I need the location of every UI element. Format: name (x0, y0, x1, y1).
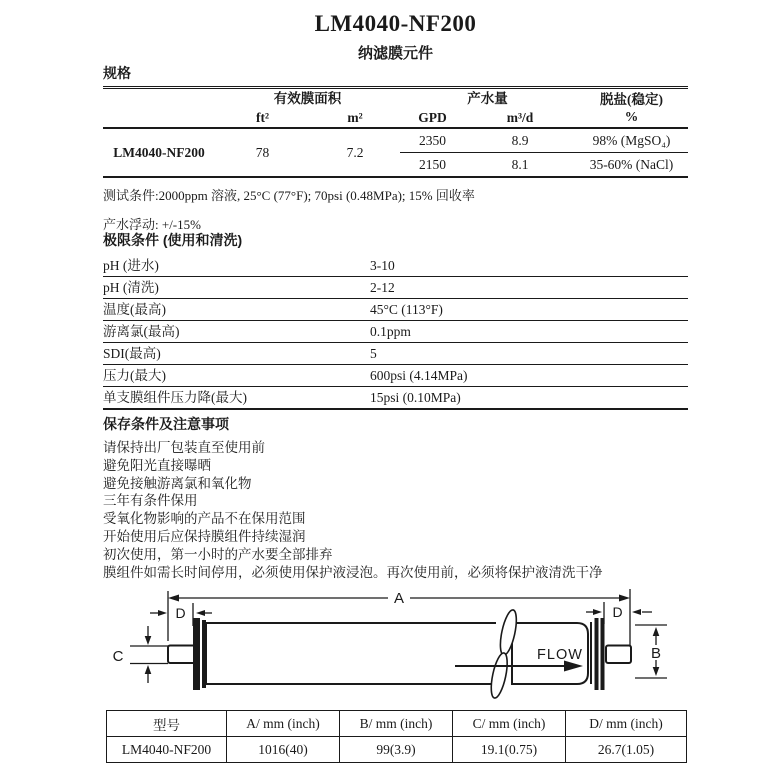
spec-m3d-2: 8.1 (511, 157, 529, 172)
storage-note: 避免接触游离氯和氧化物 (103, 475, 252, 491)
limit-label: SDI(最高) (103, 343, 370, 365)
dim-header-b: B/ mm (inch) (340, 711, 453, 737)
arrowhead-d-right-2 (632, 609, 641, 615)
spec-header-blank (103, 88, 215, 129)
storage-note: 膜组件如需长时间停用，必须使用保护液浸泡。再次使用前，必须将保护液清洗干净 (103, 564, 603, 580)
spec-section (103, 63, 688, 233)
arrowhead-c-top (145, 636, 152, 645)
flow-label: FLOW (537, 647, 583, 663)
storage-section (103, 414, 703, 581)
spec-header-gpd: GPD (418, 110, 447, 125)
dim-label-d-right: D (612, 604, 623, 620)
storage-note: 开始使用后应保持膜组件持续湿润 (103, 528, 306, 544)
test-conditions-note: 测试条件:2000ppm 溶液, 25°C (77°F); 70psi (0.48MPa); 15% 回收率 (103, 188, 475, 203)
spec-gpd-2: 2150 (419, 157, 446, 172)
spec-table (103, 86, 688, 178)
limit-label: 温度(最高) (103, 299, 370, 321)
spec-header-m3d: m³/d (506, 110, 534, 125)
limits-row (103, 277, 688, 299)
dim-value-model: LM4040-NF200 (107, 737, 227, 763)
storage-note: 受氧化物影响的产品不在保用范围 (103, 511, 306, 527)
arrowhead-d-right-1 (593, 609, 602, 615)
limits-row (103, 365, 688, 387)
dim-value-a: 1016(40) (227, 737, 340, 763)
spec-header-group-row (103, 88, 688, 109)
dim-header-c: C/ mm (inch) (453, 711, 566, 737)
end-cap-right-bar-2 (595, 618, 599, 690)
arrowhead-c-bottom (145, 665, 152, 674)
dimensions-table (106, 710, 687, 763)
spec-model: LM4040-NF200 (113, 145, 205, 160)
storage-note: 初次使用，第一小时的产水要全部排弃 (103, 546, 333, 562)
dim-header-model: 型号 (107, 711, 227, 737)
storage-note: 避免阳光直接曝晒 (103, 457, 211, 473)
limits-row (103, 387, 688, 410)
dimensions-header-row (107, 711, 687, 737)
limits-section (103, 230, 688, 410)
dim-header-d: D/ mm (inch) (566, 711, 687, 737)
limits-table (103, 255, 688, 410)
flux-variation-note: 产水浮动: +/-15% (103, 217, 201, 232)
permeate-tube-left (168, 646, 195, 664)
limit-value: 2-12 (370, 277, 688, 299)
spec-gpd-1: 2350 (400, 128, 465, 153)
dim-value-d: 26.7(1.05) (566, 737, 687, 763)
dim-label-c: C (112, 648, 124, 665)
arrowhead-a-right (619, 595, 630, 602)
limits-row (103, 299, 688, 321)
limit-label: pH (进水) (103, 255, 370, 277)
limit-value: 0.1ppm (370, 321, 688, 343)
spec-data-row-1 (103, 128, 688, 153)
spec-header-area: 有效膜面积 (273, 91, 342, 106)
end-cap-right-bar-3 (601, 618, 605, 690)
limits-row (103, 321, 688, 343)
dimensions-data-row (107, 737, 687, 763)
dimensions-table-section (106, 710, 686, 763)
spec-area-ft2: 78 (255, 145, 270, 160)
limit-label: 压力(最大) (103, 365, 370, 387)
limits-row (103, 255, 688, 277)
spec-header-rejection-line2: % (624, 109, 639, 124)
dim-header-a: A/ mm (inch) (227, 711, 340, 737)
end-cap-left-bar-1 (193, 618, 200, 690)
spec-header-rejection (575, 88, 688, 129)
element-body-left (206, 623, 496, 684)
membrane-element-diagram (95, 586, 695, 713)
spec-header-flow: 产水量 (467, 91, 508, 106)
dim-label-a: A (393, 590, 405, 607)
page-subtitle: 纳滤膜元件 (357, 45, 433, 62)
storage-heading: 保存条件及注意事项 (103, 416, 229, 432)
limit-value: 5 (370, 343, 688, 365)
dim-value-b: 99(3.9) (340, 737, 453, 763)
spec-area-m2: 7.2 (346, 145, 364, 160)
spec-rejection-2: 35-60% (NaCl) (589, 157, 674, 172)
storage-note: 请保持出厂包装直至使用前 (103, 440, 265, 455)
spec-heading: 规格 (103, 65, 131, 81)
limit-value: 45°C (113°F) (370, 299, 688, 321)
spec-rejection-1: 98% (MgSO₄) (575, 128, 688, 153)
arrowhead-b-top (653, 627, 660, 636)
limit-value: 600psi (4.14MPa) (370, 365, 688, 387)
limits-row (103, 343, 688, 365)
spec-header-rejection-line1: 脱盐(稳定) (600, 92, 663, 107)
limits-heading: 极限条件 (使用和清洗) (103, 232, 243, 248)
limit-label: 游离氯(最高) (103, 321, 370, 343)
arrowhead-d-left-1 (158, 610, 167, 616)
page-title: LM4040-NF200 (314, 11, 477, 36)
arrowhead-d-left-2 (196, 610, 205, 616)
end-cap-right-bar-1 (590, 622, 592, 684)
limit-value: 15psi (0.10MPa) (370, 387, 688, 410)
arrowhead-a-left (168, 595, 179, 602)
spec-m3d-1: 8.9 (465, 128, 575, 153)
membrane-element-drawing (95, 586, 695, 713)
dim-value-c: 19.1(0.75) (453, 737, 566, 763)
limit-value: 3-10 (370, 255, 688, 277)
spec-header-m2: m² (347, 110, 363, 125)
storage-note: 三年有条件保用 (103, 493, 198, 509)
dim-label-b: B (650, 645, 662, 662)
dim-label-d-left: D (175, 605, 186, 621)
limit-label: 单支膜组件压力降(最大) (103, 387, 370, 410)
arrowhead-b-bottom (653, 667, 660, 676)
limit-label: pH (清洗) (103, 277, 370, 299)
spec-header-ft2: ft² (255, 110, 270, 125)
permeate-tube-right (606, 646, 631, 664)
